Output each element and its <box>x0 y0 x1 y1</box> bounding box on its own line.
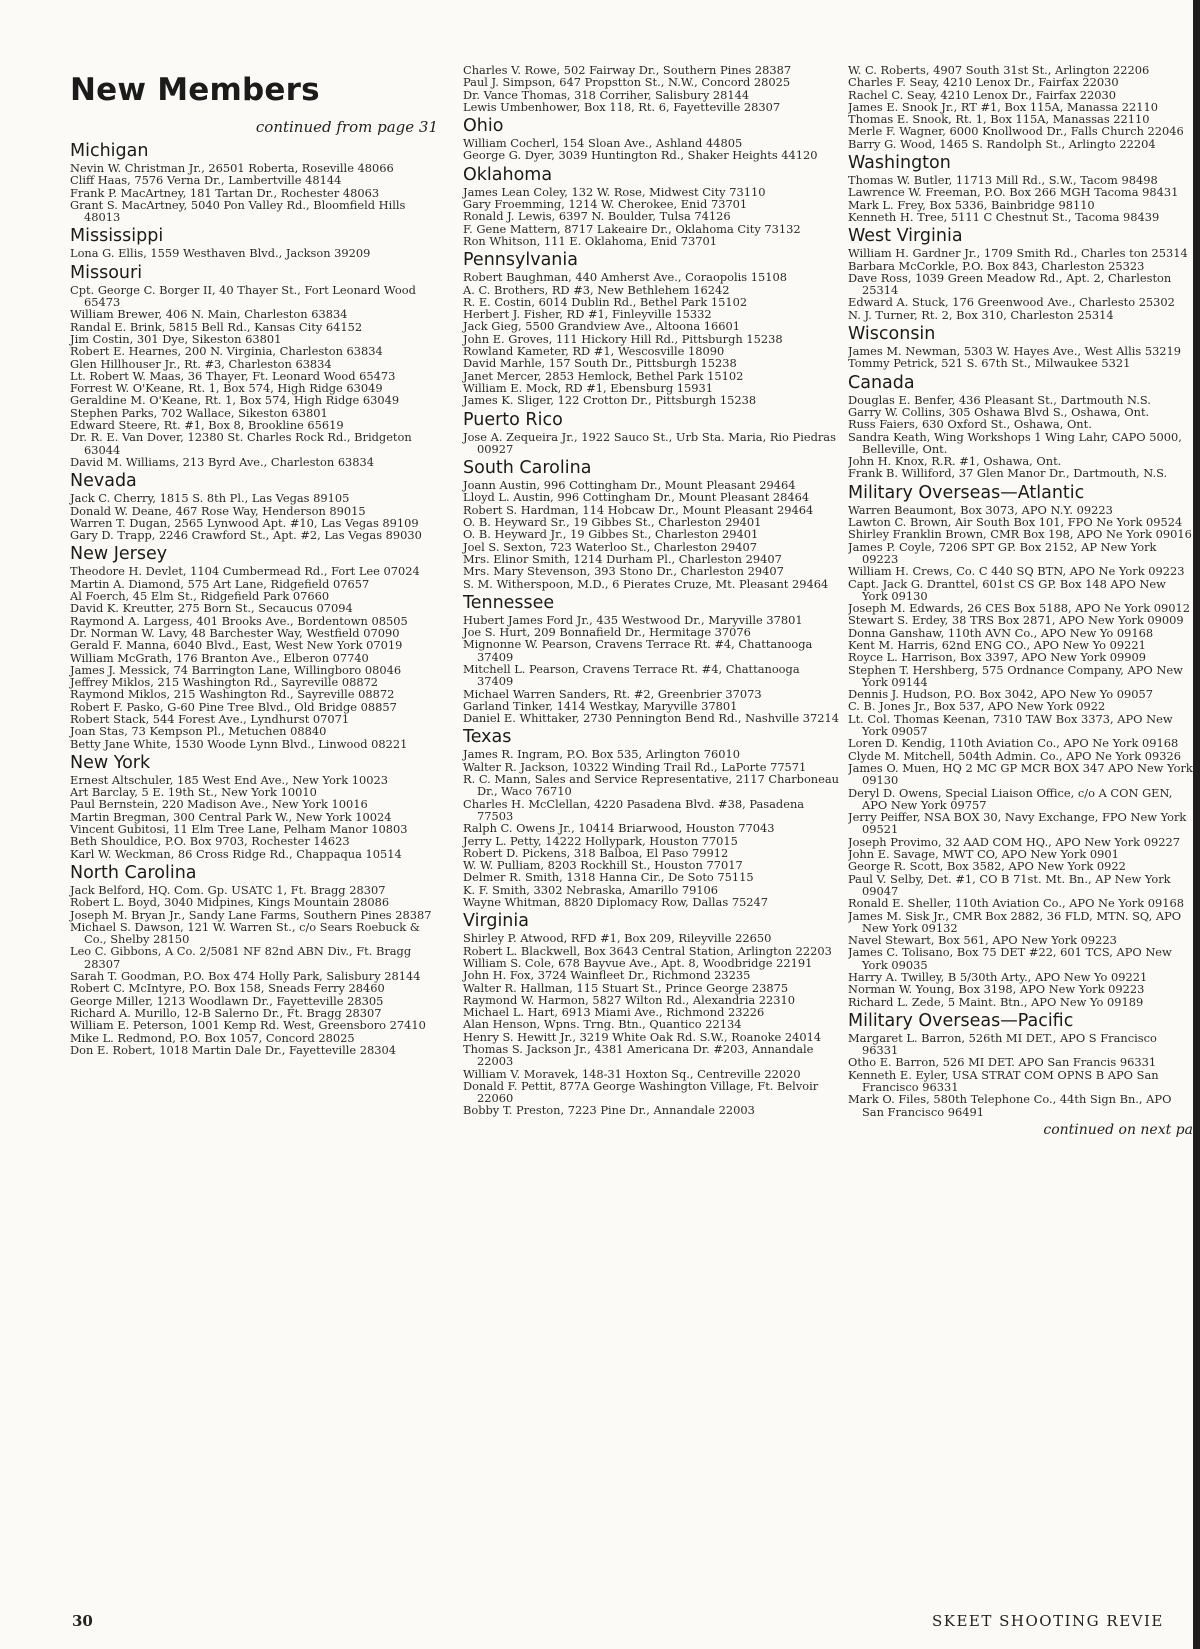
member-list <box>463 431 839 456</box>
member-entry: Ronald J. Lewis, 6397 N. Boulder, Tulsa 74126 <box>463 209 731 224</box>
member-list <box>70 884 442 1056</box>
member-entry: Wayne Whitman, 8820 Diplomacy Row, Dallas 75247 <box>463 895 769 910</box>
member-entry: Raymond A. Largess, 401 Brooks Ave., Bordentown 08505 <box>70 613 408 628</box>
member-entry: Russ Faiers, 630 Oxford St., Oshawa, Ont. <box>848 417 1092 432</box>
member-entry: Vincent Gubitosi, 11 Elm Tree Lane, Pelham Manor 10803 <box>70 822 408 837</box>
member-entry: Donald F. Pettit, 877A George Washington Village, Ft. Belvoir 22060 <box>463 1078 819 1106</box>
member-entry: Robert F. Pasko, G-60 Pine Tree Blvd., Old Bridge 08857 <box>70 699 397 714</box>
member-entry: Mrs. Elinor Smith, 1214 Durham Pl., Charleston 29407 <box>463 551 782 566</box>
page-title: New Members <box>70 72 320 108</box>
state-section <box>848 227 1193 321</box>
state-heading: West Virginia <box>848 226 963 247</box>
member-entry: Lewis Umbenhower, Box 118, Rt. 6, Fayetteville 28307 <box>463 99 781 114</box>
member-list <box>70 247 442 259</box>
member-entry: Joseph M. Edwards, 26 CES Box 5188, APO Ne York 09012 <box>848 601 1190 616</box>
state-section <box>463 411 839 456</box>
member-entry: Jim Costin, 301 Dye, Sikeston 63801 <box>70 331 282 346</box>
member-entry: Donna Ganshaw, 110th AVN Co., APO New Yo 09168 <box>848 625 1154 640</box>
member-entry: James J. Messick, 74 Barrington Lane, Willingboro 08046 <box>70 662 402 677</box>
member-entry: K. F. Smith, 3302 Nebraska, Amarillo 79106 <box>463 882 719 897</box>
member-entry: Don E. Robert, 1018 Martin Dale Dr., Fayetteville 28304 <box>70 1042 396 1057</box>
member-entry: Robert D. Pickens, 318 Balboa, El Paso 79912 <box>463 845 729 860</box>
member-list <box>70 492 442 541</box>
member-entry: Barry G. Wood, 1465 S. Randolph St., Arlingto 22204 <box>848 136 1156 151</box>
member-entry: Betty Jane White, 1530 Woode Lynn Blvd., Linwood 08221 <box>70 736 408 751</box>
column-2 <box>463 64 839 1120</box>
member-entry: Norman W. Young, Box 3198, APO New York 09223 <box>848 982 1145 997</box>
member-entry: William H. Gardner Jr., 1709 Smith Rd., Charles ton 25314 <box>848 246 1188 261</box>
member-entry: Thomas S. Jackson Jr., 4381 Americana Dr. #203, Annandale 22003 <box>463 1042 814 1069</box>
member-list <box>848 1032 1193 1118</box>
member-entry: Harry A. Twilley, B 5/30th Arty., APO New Yo 09221 <box>848 970 1148 984</box>
member-entry: Robert Baughman, 440 Amherst Ave., Coraopolis 15108 <box>463 270 787 285</box>
member-entry: Joan Stas, 73 Kempson Pl., Metuchen 08840 <box>70 724 327 739</box>
member-entry: Michael S. Dawson, 121 W. Warren St., c/o Sears Roebuck & Co., Shelby 28150 <box>70 919 420 947</box>
member-entry: Joann Austin, 996 Cottingham Dr., Mount Pleasant 29464 <box>463 478 796 493</box>
member-entry: Thomas E. Snook, Rt. 1, Box 115A, Manassas 22110 <box>848 112 1150 127</box>
member-entry: Geraldine M. O'Keane, Rt. 1, Box 574, High Ridge 63049 <box>70 393 400 408</box>
member-entry: Deryl D. Owens, Special Liaison Office, c/o A CON GEN, APO New York 09757 <box>848 785 1173 812</box>
state-section <box>463 728 839 908</box>
state-heading: Michigan <box>70 141 149 161</box>
member-entry: Jack C. Cherry, 1815 S. 8th Pl., Las Vegas 89105 <box>70 491 350 506</box>
member-entry: Hubert James Ford Jr., 435 Westwood Dr., Maryville 37801 <box>463 612 803 627</box>
member-entry: O. B. Heyward Jr., 19 Gibbes St., Charleston 29401 <box>463 527 759 542</box>
member-entry: Thomas W. Butler, 11713 Mill Rd., S.W., Tacom 98498 <box>848 173 1158 188</box>
state-heading: Missouri <box>70 262 143 283</box>
member-list <box>70 284 442 468</box>
state-heading: North Carolina <box>70 862 197 883</box>
member-entry: Frank P. MacArtney, 181 Tartan Dr., Rochester 48063 <box>70 185 380 200</box>
member-entry: Michael Warren Sanders, Rt. #2, Greenbrier 37073 <box>463 686 762 701</box>
member-entry: Art Barclay, 5 E. 19th St., New York 10010 <box>70 785 317 800</box>
member-entry: James C. Tolisano, Box 75 DET #22, 601 TCS, APO New York 09035 <box>848 945 1172 972</box>
state-section <box>848 484 1193 1008</box>
state-section <box>463 912 839 1116</box>
member-list <box>463 614 839 725</box>
member-entry: Robert L. Blackwell, Box 3643 Central Station, Arlington 22203 <box>463 943 832 958</box>
column-2-sections <box>463 64 839 1117</box>
state-heading: Wisconsin <box>848 324 936 345</box>
member-entry: Charles F. Seay, 4210 Lenox Dr., Fairfax 22030 <box>848 75 1119 90</box>
member-entry: John E. Savage, MWT CO, APO New York 0901 <box>848 847 1119 862</box>
member-entry: Warren T. Dugan, 2565 Lynwood Apt. #10, Las Vegas 89109 <box>70 515 419 530</box>
member-entry: Lawrence W. Freeman, P.O. Box 266 MGH Tacoma 98431 <box>848 185 1179 200</box>
member-list <box>70 774 442 860</box>
member-entry: Nevin W. Christman Jr., 26501 Roberta, Roseville 48066 <box>70 161 394 175</box>
member-list <box>70 162 442 223</box>
member-entry: Mitchell L. Pearson, Cravens Terrace Rt. #4, Chattanooga 37409 <box>463 661 800 689</box>
member-entry: Walter R. Jackson, 10322 Winding Trail Rd., LaPorte 77571 <box>463 759 807 774</box>
state-section <box>70 227 442 259</box>
page-edge-shadow <box>1193 0 1200 1649</box>
member-entry: Mignonne W. Pearson, Cravens Terrace Rt. #4, Chattanooga 37409 <box>463 637 813 664</box>
member-list <box>848 345 1193 370</box>
state-heading: Virginia <box>463 911 529 932</box>
member-entry: S. M. Witherspoon, M.D., 6 Pierates Cruze, Mt. Pleasant 29464 <box>463 576 829 591</box>
member-entry: Stewart S. Erdey, 38 TRS Box 2871, APO New York 09009 <box>848 613 1184 628</box>
column-1 <box>70 64 442 1059</box>
member-entry: William H. Crews, Co. C 440 SQ BTN, APO Ne York 09223 <box>848 564 1185 579</box>
state-heading: Ohio <box>463 116 504 137</box>
member-entry: Dr. Vance Thomas, 318 Corriher, Salisbury 28144 <box>463 87 750 102</box>
member-entry: Cpt. George C. Borger II, 40 Thayer St., Fort Leonard Wood 65473 <box>70 282 416 310</box>
member-entry: Janet Mercer, 2853 Hemlock, Bethel Park 15102 <box>463 368 744 383</box>
member-entry: Gary D. Trapp, 2246 Crawford St., Apt. #2, Las Vegas 89030 <box>70 528 422 543</box>
member-entry: Mike L. Redmond, P.O. Box 1057, Concord 28025 <box>70 1030 355 1045</box>
member-entry: Jeffrey Miklos, 215 Washington Rd., Sayreville 08872 <box>70 675 379 690</box>
member-entry: N. J. Turner, Rt. 2, Box 310, Charleston 25314 <box>848 307 1114 322</box>
member-entry: Jack Gieg, 5500 Grandview Ave., Altoona 16601 <box>463 319 740 334</box>
state-section <box>463 64 839 113</box>
member-entry: Robert S. Hardman, 114 Hobcaw Dr., Mount Pleasant 29464 <box>463 502 814 517</box>
member-entry: Charles V. Rowe, 502 Fairway Dr., Southern Pines 28387 <box>463 63 792 77</box>
member-entry: Robert L. Boyd, 3040 Midpines, Kings Mountain 28086 <box>70 895 390 910</box>
member-list <box>463 748 839 908</box>
member-entry: Cliff Haas, 7576 Verna Dr., Lambertville 48144 <box>70 173 342 188</box>
member-entry: Walter R. Hallman, 115 Stuart St., Prince George 23875 <box>463 980 789 995</box>
member-entry: Martin A. Diamond, 575 Art Lane, Ridgefield 07657 <box>70 576 370 591</box>
state-section <box>848 374 1193 480</box>
member-list <box>463 271 839 406</box>
member-entry: Jose A. Zequeira Jr., 1922 Sauco St., Urb Sta. Maria, Rio Piedras 00927 <box>463 429 836 456</box>
member-entry: James K. Sliger, 122 Crotton Dr., Pittsburgh 15238 <box>463 393 757 408</box>
member-entry: William McGrath, 176 Branton Ave., Elberon 07740 <box>70 650 369 665</box>
column-1-sections <box>70 142 442 1056</box>
state-heading: Military Overseas—Atlantic <box>848 482 1085 503</box>
member-entry: Theodore H. Devlet, 1104 Cumbermead Rd., Fort Lee 07024 <box>70 564 420 579</box>
state-heading: New York <box>70 752 151 773</box>
member-entry: James R. Ingram, P.O. Box 535, Arlington 76010 <box>463 747 740 762</box>
publication-name: SKEET SHOOTING REVIE <box>932 1612 1164 1630</box>
member-entry: Jack Belford, HQ. Com. Gp. USATC 1, Ft. Bragg 28307 <box>70 882 386 897</box>
member-entry: David K. Kreutter, 275 Born St., Secaucus 07094 <box>70 601 353 616</box>
state-heading: Puerto Rico <box>463 409 563 430</box>
member-entry: Otho E. Barron, 526 MI DET. APO San Francis 96331 <box>848 1055 1157 1070</box>
state-section <box>463 117 839 162</box>
state-heading: Texas <box>463 727 512 748</box>
state-heading: New Jersey <box>70 544 168 565</box>
member-entry: Sandra Keath, Wing Workshops 1 Wing Lahr, CAPO 5000, Belleville, Ont. <box>848 429 1182 456</box>
state-heading: Washington <box>848 153 951 174</box>
member-entry: John H. Fox, 3724 Wainfleet Dr., Richmond 23235 <box>463 968 751 983</box>
member-entry: James P. Coyle, 7206 SPT GP. Box 2152, AP New York 09223 <box>848 539 1157 566</box>
state-section <box>70 264 442 468</box>
member-entry: Lona G. Ellis, 1559 Westhaven Blvd., Jackson 39209 <box>70 246 371 261</box>
member-entry: Lt. Col. Thomas Keenan, 7310 TAW Box 3373, APO New York 09057 <box>848 711 1173 739</box>
member-entry: Lt. Robert W. Maas, 36 Thayer, Ft. Leonard Wood 65473 <box>70 368 396 383</box>
member-entry: John E. Groves, 111 Hickory Hill Rd., Pittsburgh 15238 <box>463 331 783 346</box>
member-entry: Frank B. Williford, 37 Glen Manor Dr., Dartmouth, N.S. <box>848 466 1168 481</box>
page-number: 30 <box>72 1612 93 1630</box>
member-list <box>463 479 839 590</box>
state-section <box>848 325 1193 370</box>
member-entry: James Lean Coley, 132 W. Rose, Midwest City 73110 <box>463 184 766 199</box>
member-entry: O. B. Heyward Sr., 19 Gibbes St., Charleston 29401 <box>463 515 762 530</box>
member-entry: Dave Ross, 1039 Green Meadow Rd., Apt. 2, Charleston 25314 <box>848 270 1172 298</box>
member-entry: Margaret L. Barron, 526th MI DET., APO S Francisco 96331 <box>848 1030 1157 1058</box>
member-entry: Randal E. Brink, 5815 Bell Rd., Kansas City 64152 <box>70 319 363 334</box>
continued-next-note: continued on next pa <box>1043 1121 1193 1138</box>
member-entry: Navel Stewart, Box 561, APO New York 09223 <box>848 933 1117 948</box>
member-entry: Garland Tinker, 1414 Westkay, Maryville 37801 <box>463 698 738 713</box>
member-entry: A. C. Brothers, RD #3, New Bethlehem 16242 <box>463 282 730 297</box>
member-entry: Barbara McCorkle, P.O. Box 843, Charleston 25323 <box>848 258 1145 273</box>
member-entry: Paul V. Selby, Det. #1, CO B 71st. Mt. Bn., AP New York 09047 <box>848 871 1171 898</box>
continued-from-note: continued from page 31 <box>255 118 438 136</box>
state-section <box>70 754 442 860</box>
member-entry: Kenneth H. Tree, 5111 C Chestnut St., Tacoma 98439 <box>848 209 1160 224</box>
member-entry: Al Foerch, 45 Elm St., Ridgefield Park 07660 <box>70 589 330 604</box>
member-entry: Dennis J. Hudson, P.O. Box 3042, APO New Yo 09057 <box>848 687 1153 702</box>
member-entry: Edward A. Stuck, 176 Greenwood Ave., Charlesto 25302 <box>848 295 1175 310</box>
member-entry: Forrest W. O'Keane, Rt. 1, Box 574, High Ridge 63049 <box>70 381 383 396</box>
member-entry: George Miller, 1213 Woodlawn Dr., Fayetteville 28305 <box>70 993 384 1008</box>
member-entry: Bobby T. Preston, 7223 Pine Dr., Annandale 22003 <box>463 1103 755 1118</box>
member-list <box>463 932 839 1116</box>
member-entry: Joseph M. Bryan Jr., Sandy Lane Farms, Southern Pines 28387 <box>70 907 432 922</box>
member-entry: R. C. Mann, Sales and Service Representative, 2117 Charboneau Dr., Waco 76710 <box>463 772 840 799</box>
member-entry: William E. Peterson, 1001 Kemp Rd. West, Greensboro 27410 <box>70 1018 426 1033</box>
state-section <box>463 459 839 590</box>
state-section <box>70 864 442 1056</box>
state-section <box>70 545 442 749</box>
member-entry: Beth Shouldice, P.O. Box 9703, Rochester 14623 <box>70 834 350 849</box>
member-entry: John H. Knox, R.R. #1, Oshawa, Ont. <box>848 454 1062 469</box>
member-entry: Joel S. Sexton, 723 Waterloo St., Charleston 29407 <box>463 539 758 554</box>
member-entry: Leo C. Gibbons, A Co. 2/5081 NF 82nd ABN Div., Ft. Bragg 28307 <box>70 944 412 971</box>
member-entry: David M. Williams, 213 Byrd Ave., Charleston 63834 <box>70 454 375 469</box>
member-entry: Lawton C. Brown, Air South Box 101, FPO Ne York 09524 <box>848 515 1183 530</box>
member-entry: Daniel E. Whittaker, 2730 Pennington Bend Rd., Nashville 37214 <box>463 711 840 726</box>
member-list <box>848 247 1193 321</box>
member-list <box>848 64 1193 150</box>
member-entry: Douglas E. Benfer, 436 Pleasant St., Dartmouth N.S. <box>848 392 1151 407</box>
member-entry: James M. Newman, 5303 W. Hayes Ave., West Allis 53219 <box>848 344 1182 359</box>
member-entry: Shirley Franklin Brown, CMR Box 198, APO Ne York 09016 <box>848 527 1192 542</box>
member-entry: George R. Scott, Box 3582, APO New York 0922 <box>848 859 1126 874</box>
member-entry: George G. Dyer, 3039 Huntington Rd., Shaker Heights 44120 <box>463 148 818 163</box>
member-entry: William Cocherl, 154 Sloan Ave., Ashland 44805 <box>463 136 743 151</box>
member-entry: Donald W. Deane, 467 Rose Way, Henderson 89015 <box>70 503 366 518</box>
member-entry: C. B. Jones Jr., Box 537, APO New York 0922 <box>848 699 1106 714</box>
member-entry: Joseph Provimo, 32 AAD COM HQ., APO New York 09227 <box>848 834 1180 849</box>
member-entry: Ralph C. Owens Jr., 10414 Briarwood, Houston 77043 <box>463 821 775 836</box>
member-entry: Paul Bernstein, 220 Madison Ave., New York 10016 <box>70 797 368 812</box>
member-entry: R. E. Costin, 6014 Dublin Rd., Bethel Park 15102 <box>463 294 748 309</box>
member-entry: F. Gene Mattern, 8717 Lakeaire Dr., Oklahoma City 73132 <box>463 221 801 236</box>
member-entry: Raymond W. Harmon, 5827 Wilton Rd., Alexandria 22310 <box>463 992 796 1007</box>
state-section <box>463 594 839 725</box>
member-entry: Karl W. Weckman, 86 Cross Ridge Rd., Chappaqua 10514 <box>70 846 402 861</box>
state-section <box>848 1012 1193 1118</box>
state-section <box>463 166 839 247</box>
member-list <box>848 174 1193 223</box>
member-entry: Lloyd L. Austin, 996 Cottingham Dr., Mount Pleasant 28464 <box>463 490 810 505</box>
member-entry: Delmer R. Smith, 1318 Hanna Cir., De Soto 75115 <box>463 870 754 885</box>
member-entry: Merle F. Wagner, 6000 Knollwood Dr., Falls Church 22046 <box>848 124 1184 139</box>
member-entry: Michael L. Hart, 6913 Miami Ave., Richmond 23226 <box>463 1005 765 1020</box>
member-entry: Grant S. MacArtney, 5040 Pon Valley Rd., Bloomfield Hills 48013 <box>70 197 406 225</box>
state-section <box>70 142 442 223</box>
member-entry: Stephen T. Hershberg, 575 Ordnance Company, APO New York 09144 <box>848 662 1183 689</box>
member-entry: David Marhle, 157 South Dr., Pittsburgh 15238 <box>463 356 737 371</box>
member-entry: Capt. Jack G. Dranttel, 601st CS GP. Box 148 APO New York 09130 <box>848 576 1166 603</box>
member-entry: Dr. Norman W. Lavy, 48 Barchester Way, Westfield 07090 <box>70 625 400 640</box>
member-entry: W. C. Roberts, 4907 South 31st St., Arlington 22206 <box>848 64 1150 77</box>
state-section <box>463 251 839 406</box>
member-entry: Ronald E. Sheller, 110th Aviation Co., APO Ne York 09168 <box>848 896 1184 911</box>
member-entry: Rachel C. Seay, 4210 Lenox Dr., Fairfax 22030 <box>848 87 1117 102</box>
member-entry: Alan Henson, Wpns. Trng. Btn., Quantico 22134 <box>463 1017 742 1032</box>
member-entry: Dr. R. E. Van Dover, 12380 St. Charles Rock Rd., Bridgeton 63044 <box>70 430 412 457</box>
state-heading: Oklahoma <box>463 164 553 185</box>
member-entry: Robert E. Hearnes, 200 N. Virginia, Charleston 63834 <box>70 344 383 359</box>
member-entry: Rowland Kameter, RD #1, Wescosville 18090 <box>463 344 725 359</box>
member-entry: James O. Muen, HQ 2 MC GP MCR BOX 347 APO New York 09130 <box>848 760 1193 788</box>
member-entry: James E. Snook Jr., RT #1, Box 115A, Manassa 22110 <box>848 99 1158 114</box>
member-entry: Henry S. Hewitt Jr., 3219 White Oak Rd. S.W., Roanoke 24014 <box>463 1029 822 1044</box>
state-heading: Nevada <box>70 471 137 492</box>
member-entry: Robert C. McIntyre, P.O. Box 158, Sneads Ferry 28460 <box>70 981 385 996</box>
column-3 <box>848 64 1193 1138</box>
state-heading: Mississippi <box>70 226 164 247</box>
member-entry: William S. Cole, 678 Bayvue Ave., Apt. 8, Woodbridge 22191 <box>463 955 813 970</box>
member-entry: Richard A. Murillo, 12-B Salerno Dr., Ft. Bragg 28307 <box>70 1005 382 1020</box>
member-entry: Robert Stack, 544 Forest Ave., Lyndhurst 07071 <box>70 711 350 726</box>
member-entry: Gary Froemming, 1214 W. Cherokee, Enid 73701 <box>463 197 748 212</box>
member-entry: William E. Mock, RD #1, Ebensburg 15931 <box>463 380 714 395</box>
member-entry: Royce L. Harrison, Box 3397, APO New York 09909 <box>848 650 1146 665</box>
member-entry: Shirley P. Atwood, RFD #1, Box 209, Rileyville 22650 <box>463 931 772 946</box>
member-entry: Warren Beaumont, Box 3073, APO N.Y. 09223 <box>848 502 1113 517</box>
member-entry: Ernest Altschuler, 185 West End Ave., New York 10023 <box>70 772 389 787</box>
member-list <box>463 137 839 162</box>
member-entry: Sarah T. Goodman, P.O. Box 474 Holly Park, Salisbury 28144 <box>70 969 421 984</box>
column-3-sections <box>848 64 1193 1118</box>
member-list <box>463 186 839 247</box>
state-section <box>848 154 1193 223</box>
state-heading: Military Overseas—Pacific <box>848 1010 1074 1031</box>
member-entry: James M. Sisk Jr., CMR Box 2882, 36 FLD, MTN. SQ, APO New York 09132 <box>848 908 1182 935</box>
state-heading: Pennsylvania <box>463 250 578 271</box>
member-entry: Garry W. Collins, 305 Oshawa Blvd S., Oshawa, Ont. <box>848 404 1150 419</box>
member-list <box>848 394 1193 480</box>
member-entry: Clyde M. Mitchell, 504th Admin. Co., APO Ne York 09326 <box>848 748 1182 763</box>
member-entry: Mrs. Mary Stevenson, 393 Stono Dr., Charleston 29407 <box>463 564 784 579</box>
state-section <box>70 472 442 541</box>
member-entry: Edward Steere, Rt. #1, Box 8, Brookline 65619 <box>70 418 344 433</box>
member-entry: Mark O. Files, 580th Telephone Co., 44th Sign Bn., APO San Francisco 96491 <box>848 1092 1172 1119</box>
member-entry: Gerald F. Manna, 6040 Blvd., East, West New York 07019 <box>70 638 403 653</box>
state-heading: Tennessee <box>463 592 555 613</box>
member-entry: Herbert J. Fisher, RD #1, Finleyville 15332 <box>463 307 712 322</box>
member-entry: Glen Hillhouser Jr., Rt. #3, Charleston 63834 <box>70 356 332 371</box>
member-entry: Tommy Petrick, 521 S. 67th St., Milwaukee 5321 <box>848 356 1131 371</box>
member-entry: William V. Moravek, 148-31 Hoxton Sq., Centreville 22020 <box>463 1066 801 1081</box>
member-entry: W. W. Pulliam, 8203 Rockhill St., Houston 77017 <box>463 858 743 873</box>
member-entry: Charles H. McClellan, 4220 Pasadena Blvd. #38, Pasadena 77503 <box>463 796 805 823</box>
member-entry: Kenneth E. Eyler, USA STRAT COM OPNS B APO San Francisco 96331 <box>848 1067 1159 1095</box>
member-entry: Richard L. Zede, 5 Maint. Btn., APO New Yo 09189 <box>848 994 1144 1009</box>
member-entry: Loren D. Kendig, 110th Aviation Co., APO Ne York 09168 <box>848 736 1179 751</box>
member-entry: Ron Whitson, 111 E. Oklahoma, Enid 73701 <box>463 233 717 248</box>
member-entry: Jerry L. Petty, 14222 Hollypark, Houston 77015 <box>463 833 738 848</box>
member-entry: Mark L. Frey, Box 5336, Bainbridge 98110 <box>848 197 1095 212</box>
member-list <box>463 64 839 113</box>
state-heading: South Carolina <box>463 458 592 479</box>
member-entry: Raymond Miklos, 215 Washington Rd., Sayreville 08872 <box>70 687 395 702</box>
member-entry: William Brewer, 406 N. Main, Charleston 63834 <box>70 307 348 322</box>
member-entry: Joe S. Hurt, 209 Bonnafield Dr., Hermitage 37076 <box>463 625 751 640</box>
member-list <box>70 565 442 749</box>
member-entry: Stephen Parks, 702 Wallace, Sikeston 63801 <box>70 405 328 420</box>
member-entry: Jerry Peiffer, NSA BOX 30, Navy Exchange, FPO New York 09521 <box>848 810 1187 837</box>
member-entry: Paul J. Simpson, 647 Propstton St., N.W., Concord 28025 <box>463 75 791 90</box>
member-list <box>848 504 1193 1008</box>
member-entry: Martin Bregman, 300 Central Park W., New York 10024 <box>70 809 392 824</box>
member-entry: Kent M. Harris, 62nd ENG CO., APO New Yo 09221 <box>848 637 1146 652</box>
state-section <box>848 64 1193 150</box>
state-heading: Canada <box>848 372 915 393</box>
